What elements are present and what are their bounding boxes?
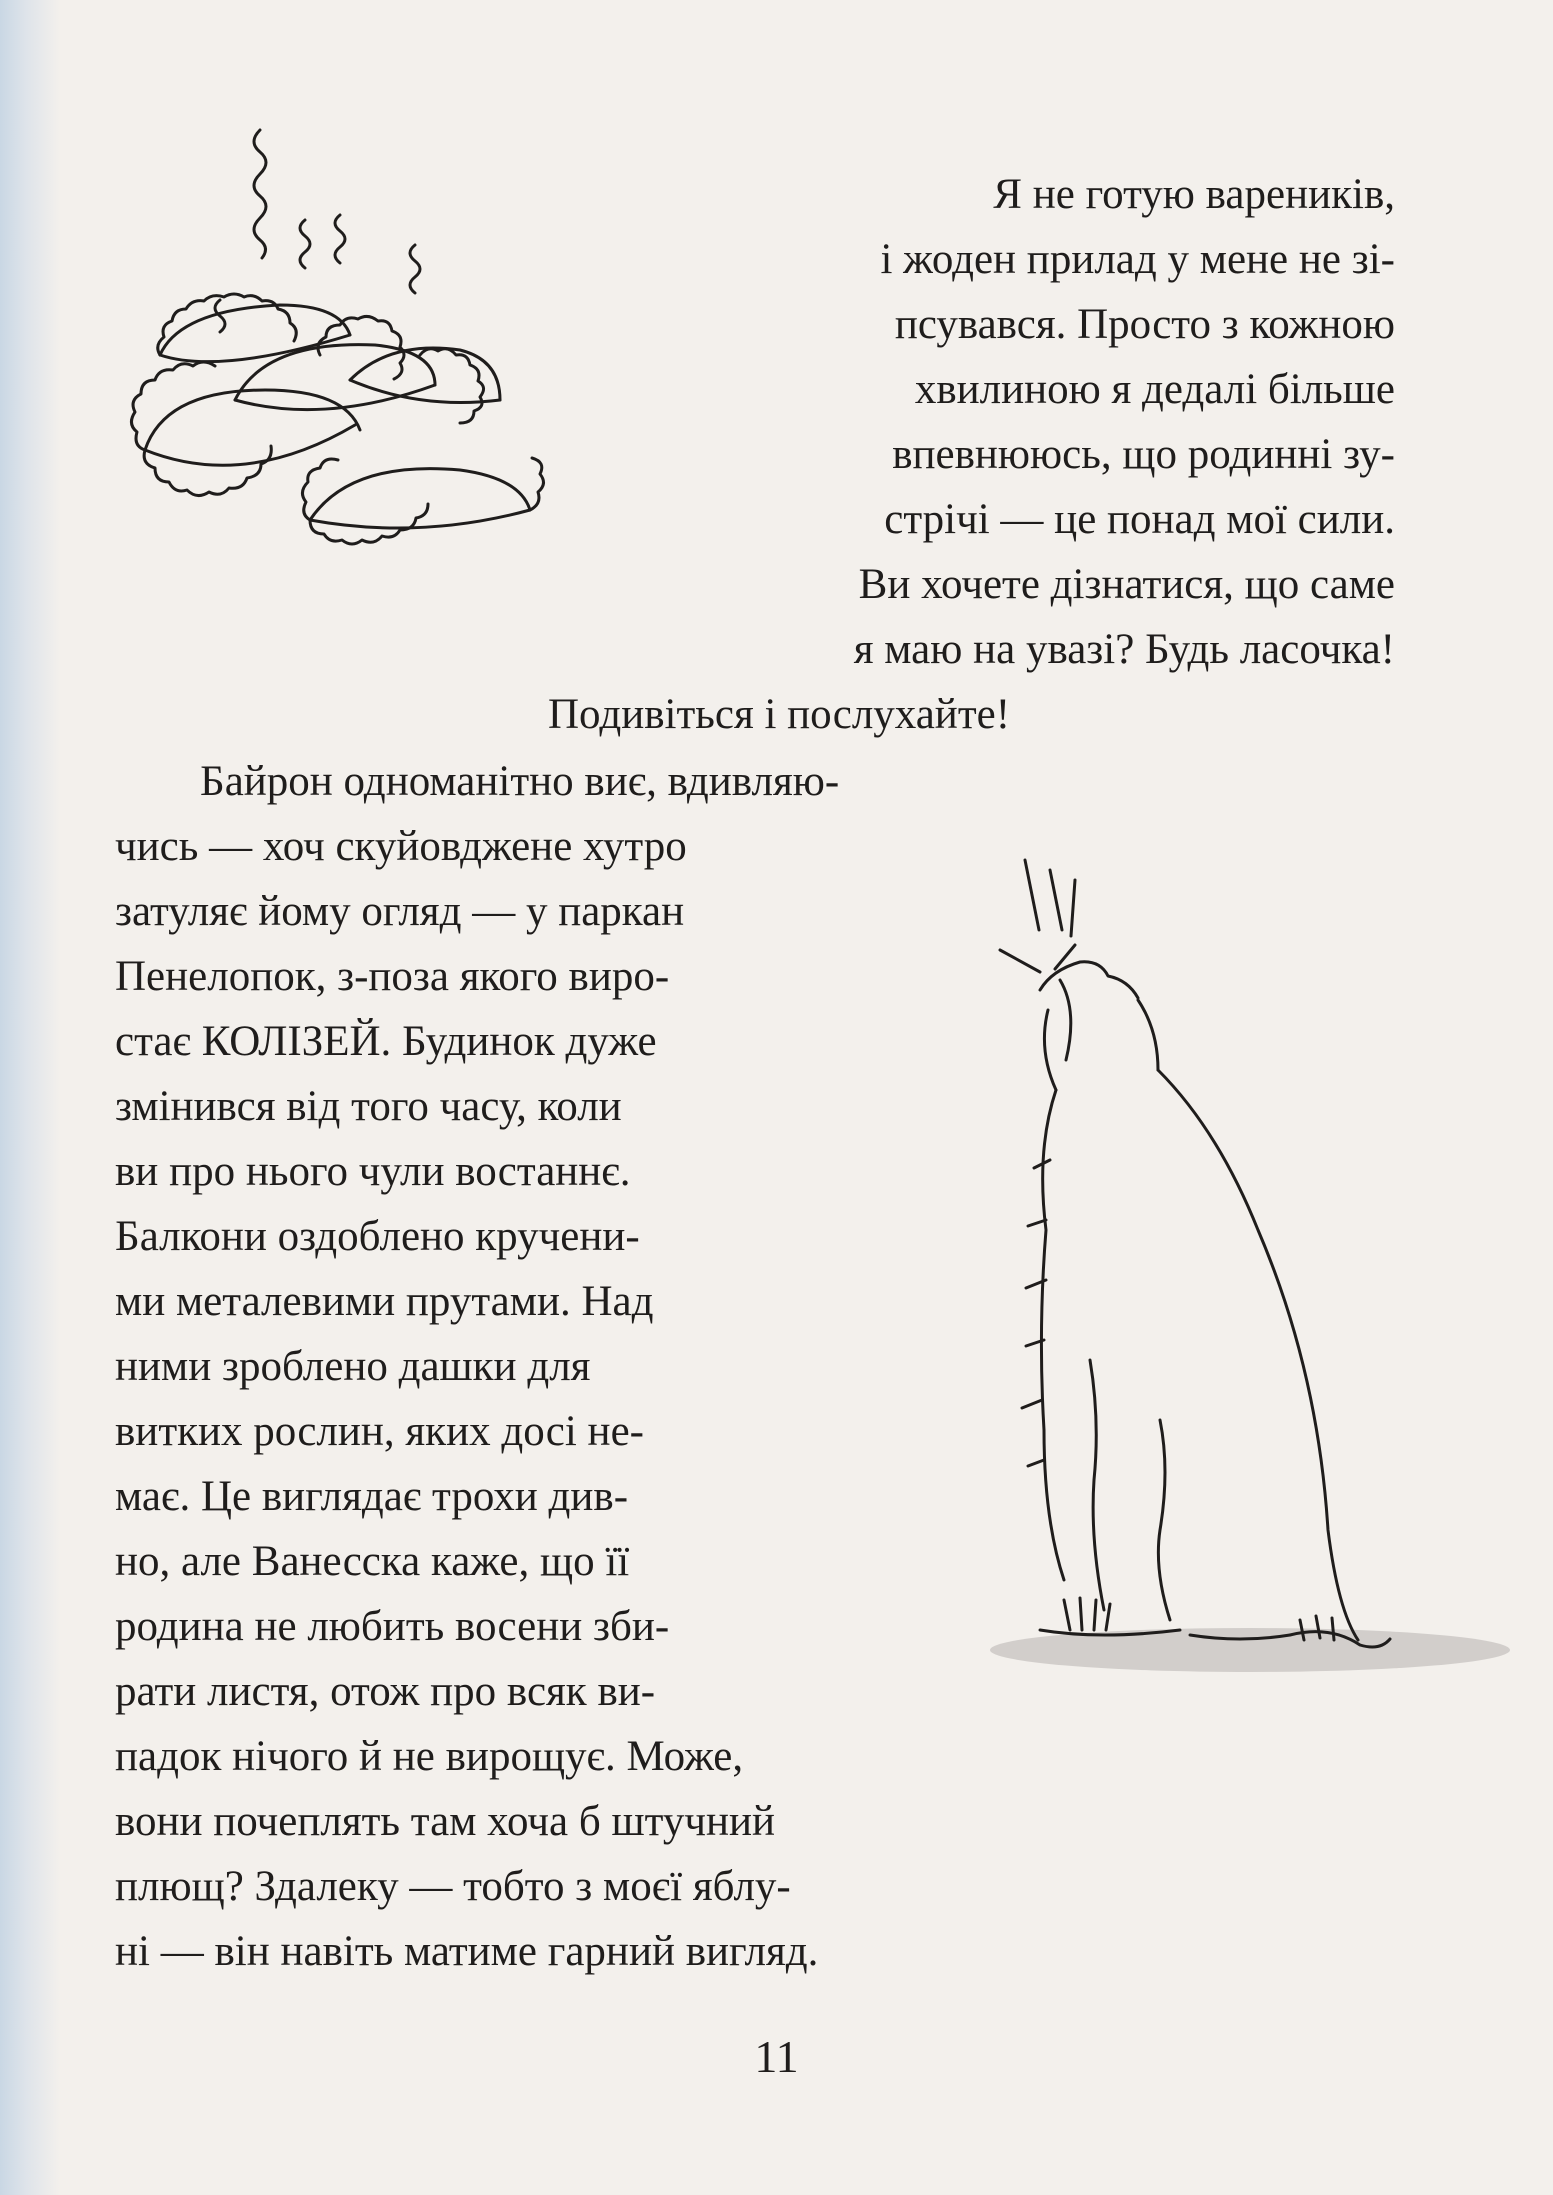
text-line: ми металевими прутами. Над [115,1278,654,1325]
text-line: Байрон одноманітно виє, вдивляю- [200,758,840,805]
text-line: змінився від того часу, коли [115,1083,622,1130]
text-line: стрічі — це понад мої сили. [884,496,1395,543]
howling-dog-illustration [860,860,1520,1680]
text-line: но, але Ванесска каже, що її [115,1538,630,1585]
text-line: Я не готую вареників, [993,171,1395,218]
page-number: 11 [754,2031,799,2082]
dumplings-illustration [120,120,560,540]
text-line: ви про нього чули востаннє. [115,1148,631,1195]
text-line: затуляє йому огляд — у паркан [115,888,685,935]
text-line: ними зроблено дашки для [115,1343,591,1390]
text-line: родина не любить восени зби- [115,1603,670,1650]
text-line: плющ? Здалеку — тобто з моєї яблу- [115,1863,791,1910]
text-line: псувався. Просто з кожною [894,301,1395,348]
text-line: падок нічого й не вирощує. Може, [115,1733,744,1780]
text-line: має. Це виглядає трохи див- [115,1473,629,1520]
text-line: Подивіться і послухайте! [548,691,1011,738]
text-line: впевнююсь, що родинні зу- [892,431,1395,478]
text-line: Балкони оздоблено кручени- [115,1213,640,1260]
text-line: Пенелопок, з-поза якого виро- [115,953,670,1000]
text-line: Ви хочете дізнатися, що саме [858,561,1395,608]
text-line: вони почеплять там хоча б штучний [115,1798,775,1845]
text-line: рати листя, отож про всяк ви- [115,1668,656,1715]
text-line: ні — він навіть матиме гарний вигляд. [115,1928,819,1975]
text-line: я маю на увазі? Будь ласочка! [853,626,1395,673]
text-line: і жоден прилад у мене не зі- [880,236,1395,283]
text-line: чись — хоч скуйовджене хутро [115,823,687,870]
text-line: хвилиною я дедалі більше [914,366,1395,413]
text-line: витких рослин, яких досі не- [115,1408,644,1455]
text-line: стає КОЛІЗЕЙ. Будинок дуже [115,1018,657,1065]
